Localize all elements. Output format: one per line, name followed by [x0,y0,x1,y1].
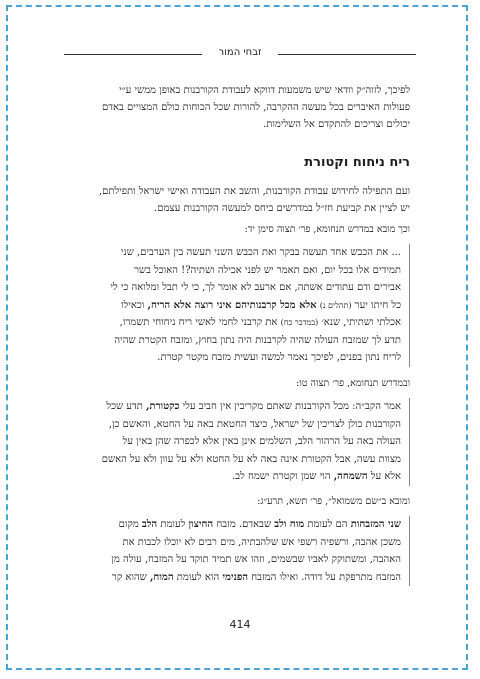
emphasis: אלא מכל קרבנותיהם איני רוצה אלא הריח, [147,299,317,311]
section-heading: ריח ניחוח וקטורת [304,155,410,170]
quote-line: משכן אהבה, ורשפיה רשפי אש שלהבתיה, מים רבים לא יוכלו לכבות את [122,536,401,548]
header-title: זבחי המור [218,47,262,58]
quote-line: ... את הכבש אחד תעשה בבקר ואת הכבש השני תעשה בין הערבים, שני [120,247,401,258]
quote-line [56,516,401,534]
emphasis: מוח ולב [274,519,305,530]
intro-line: פעולות האיברים בכל מעשה ההקרבה, להורות שכל הכוחות כולם המצויים באדם [101,102,410,113]
quote-line: מצוות עשה, אבל הקטורת אינה באה לא על החטא ולא על עוון ולא על האשם [101,453,401,465]
page-number: 414 [229,618,251,631]
quote-line: האהבה, ומשתוקק לאביו שבשמים, וזהו אש תמיד תוקד על המזבח, עולה מן [111,554,401,565]
quote-line [56,297,401,315]
quote-line: אבירים ודם עתודים אשתה, אם ארעב לא אומר לך, כי לי תבל ומלואה כי לי [110,282,401,293]
quote-text: את קרבני לחמי לאשי ריח ניחוחי תשמרו, [119,317,278,328]
quote-line: הקורבנות כולן לצריכין של ישראל, כיצד החטאת באה על החטא, והאשם כן, [108,418,401,430]
intro-line: לפיכך, לזוה״ק וודאי שיש משמעות דווקא לעבודת הקורבנות באופן ממשי ע״י [119,85,410,96]
quote-text: אכלתי ושתיתי, שנא׳ [321,317,401,328]
source-reference-2: ובמדרש תנחומא, פר׳ תצוה טו: [296,378,410,389]
quote-line: העולה באה על הרהור הלב, השלמים אינן באין אלא לכפרה שהן באין על [122,436,401,447]
running-header [64,45,416,63]
quote-tanchuma-14 [56,244,410,367]
source-reference-1: וכך מובא במדרש תנחומא, פר׳ תצוה סימן יד: [244,224,410,235]
quote-line [56,468,401,486]
section-intro-line: ועם התפילה לחידוש עבודת הקורבנות, והשב את העבודה ואישי ישראל ותפילתם, [98,186,410,197]
quote-text: שהוא קר [111,571,147,583]
quote-text: לעומת [160,519,186,530]
quote-text: וכאילו [121,299,145,311]
citation: (במדבר כח) [280,318,319,327]
header-rule-left [64,54,202,55]
emphasis: הפנימי [222,571,249,583]
emphasis: המוח, [149,571,174,583]
quote-line: לריח נתון בפנים, לפיכך נאמר למשה ועשית מזבח מקטר קטרת. [157,352,401,363]
quote-text: אלא על [370,471,401,482]
emphasis: הלב [141,519,158,530]
quote-text: המזבח מתרפקת על דודה. ואילו המזבח [251,571,401,583]
quote-text: הוא לעומת [176,571,220,583]
citation: (תהלים נ) [319,300,352,310]
emphasis: החיצון [188,519,214,530]
emphasis: כקטורת, [146,401,180,412]
quote-text: הוי שמן וקטרת ישמח לב. [232,471,331,482]
quote-line [56,398,401,416]
quote-line [56,569,401,587]
quote-text: מקום [118,519,139,530]
quote-text: אמר הקב״ה: מכל הקורבנות שאתם מקריבין אין חביב עלי [182,401,401,412]
intro-line: יכולים וצריכים להתקדם אל השלימות. [263,119,410,130]
emphasis: השמחה, [333,471,368,482]
intro-paragraph [56,82,410,133]
quote-shem-mishmuel [56,516,410,586]
quote-tanchuma-15 [56,398,410,486]
quote-text: כל חיתו יער [354,299,401,311]
quote-text: תדע שכל [106,401,143,412]
quote-line: תמידים אלו בכל יום, ואם תאמר יש לפני אכילה ושתיה?! האוכל בשר [134,264,401,276]
source-reference-3: ומובא ב״שם משמואל״, פר׳ תשא, תרע״ג: [257,496,410,507]
quote-text: הם לעומת [307,519,348,530]
emphasis: שני המזבחות [350,519,401,530]
quote-text: שבאדם. מזבח [216,519,272,530]
section-intro-line: יש לציין את קביעת חז״ל במדרשים ביחס למעשה הקורבנות עצמם. [154,203,410,214]
quote-line [56,314,401,332]
quote-line: תדע לך שמזבח העולה שהיה לקרבנות היה נתון בחוץ, ומזבח הקטרת שהיה [114,334,401,346]
section-intro [56,183,410,217]
